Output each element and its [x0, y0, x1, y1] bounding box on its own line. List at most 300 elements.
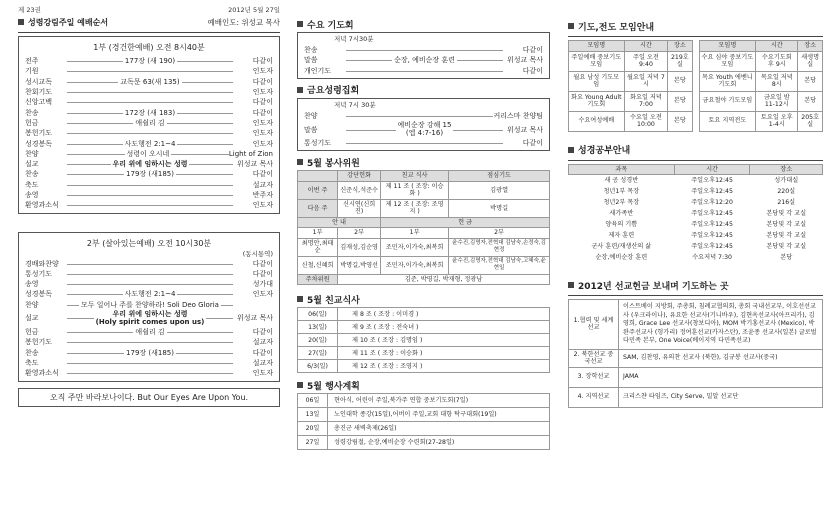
order-row-person: 위성교 목사 [236, 314, 273, 323]
meeting-cell: 금요철야 기도모임 [699, 91, 756, 111]
meeting-row [699, 111, 823, 131]
order-row-label: 성시교독 [25, 77, 53, 86]
meeting-cell: 토요 지역전도 [699, 111, 756, 131]
order-row-detail [67, 139, 233, 149]
order-row-label: 송영 [25, 280, 39, 289]
vol-detail-cell: 윤수진,김명자,전혁대 김남숙,손정숙,김현정 [449, 238, 550, 256]
study-cell: 수요저녁 7:30 [692, 254, 732, 261]
order-row-label: 기원 [25, 67, 39, 76]
order-row-detail-text [396, 121, 454, 137]
vol-detail-cell: 조민자,이가숙,최복희 [381, 256, 449, 274]
divider [18, 32, 280, 33]
order-row [25, 258, 273, 268]
order-row [25, 87, 273, 97]
order-row-detail [67, 149, 229, 159]
order-row-detail-text [94, 310, 207, 326]
order-row [25, 56, 273, 66]
bullet-icon [297, 382, 303, 388]
order-row-detail-main: 177장 (새 190) [124, 57, 176, 66]
order-row-person: 인도자 [252, 369, 273, 378]
order-row-detail-text [124, 170, 176, 178]
meeting-cell: 수요일 오전 10:00 [624, 111, 668, 131]
meeting-cell: 목요 Youth 에벤니 기도회 [699, 71, 756, 91]
order-row-detail-main: 애쉴리 김 [135, 328, 165, 337]
study-title: 성경공부안내 [578, 146, 631, 156]
order-row-person: 설교자 [252, 358, 273, 367]
events-table [297, 393, 550, 450]
study-header-cell: 장소 [750, 164, 823, 175]
service2-rows [25, 258, 273, 378]
meetings-table-right [699, 40, 824, 132]
order-row [25, 310, 273, 327]
order-row-detail-main: 애쉴리 김 [135, 118, 165, 127]
vol-title: 5월 봉사위원 [307, 158, 360, 169]
study-cell: 청년1부 목장 [603, 188, 640, 195]
order-row-label: 헌금 [25, 118, 39, 127]
vol-header-cell [298, 171, 338, 182]
order-row-detail-text [133, 119, 166, 127]
vol-cell: 다음 주 [298, 199, 338, 217]
service2-box [18, 232, 280, 382]
meetings-tables [568, 40, 823, 132]
order-row-detail-text [123, 140, 178, 148]
order-row-detail-text [392, 56, 457, 64]
vol-sub-header-cell: 2부 [449, 228, 550, 239]
study-cell: 216실 [777, 199, 796, 206]
vol-parking-names: 김준, 박영길, 박재형, 정광남 [338, 274, 550, 285]
order-row-detail-main: 교독문 63(새 135) [120, 77, 180, 86]
order-row-label: 찬송 [304, 46, 318, 55]
study-row [569, 186, 823, 197]
fri-box [297, 98, 550, 152]
divider [568, 160, 823, 161]
order-row-detail-text [123, 290, 178, 298]
order-row-detail [67, 310, 233, 327]
study-cell: 본당및 각 교실 [766, 221, 807, 228]
study-cell: 성가대실 [774, 177, 799, 184]
event-date: 27일 [298, 436, 328, 450]
lunch-table [297, 307, 550, 373]
lunch-row [298, 334, 550, 347]
order-row-detail-main: 172장 (새 183) [124, 108, 176, 117]
events-title: 5월 행사계획 [307, 381, 360, 392]
study-cell: 본당및 각 교실 [766, 243, 807, 250]
right-column [568, 18, 823, 408]
lunch-date: 06(일) [298, 308, 338, 321]
order-row-person: 다같이 [522, 66, 543, 75]
vol-heading [297, 154, 550, 170]
lunch-row [298, 308, 550, 321]
meetings-header-cell: 시간 [624, 41, 668, 52]
lunch-team: 제 8 조 ( 조장 : 이미경 ) [338, 308, 550, 321]
fri-heading [297, 82, 550, 98]
meetings-table-left [568, 40, 693, 132]
meeting-cell: 주일예배 중보기도모임 [569, 51, 625, 71]
study-cell: 본당및 각 교실 [766, 232, 807, 239]
order-row-label: 찬송 [25, 348, 39, 357]
divider [568, 295, 823, 296]
order-row-detail [67, 169, 233, 179]
missions-title: 2012년 선교헌금 보내며 기도하는 곳 [578, 281, 729, 292]
study-cell: 주일오후12:45 [691, 210, 733, 217]
order-row [304, 45, 543, 55]
study-cell: 새가족반 [609, 210, 634, 217]
order-row [304, 66, 543, 76]
meeting-row [699, 91, 823, 111]
order-row-detail-main: 우리 위에 임하시는 성령 [112, 160, 188, 169]
order-row-label: 축도 [25, 358, 39, 367]
study-cell: 주일오후12:45 [691, 243, 733, 250]
meeting-row [569, 51, 693, 71]
order-row-detail-text [125, 150, 172, 158]
order-row-person: 성가대 [252, 280, 273, 289]
order-row-person: 인도자 [252, 201, 273, 210]
order-row-person: 커리스마 찬양팀 [493, 112, 543, 121]
order-row-label: 성경봉독 [25, 290, 53, 299]
order-row [25, 358, 273, 368]
lunch-date: 6/3(일) [298, 360, 338, 373]
order-row-label: 봉헌기도 [25, 338, 53, 347]
order-row-detail-sub: (Holy spirit comes upon us) [95, 317, 205, 326]
event-desc: 현아식, 어린이 주일,북가주 연합 중보기도회(7일) [328, 394, 550, 408]
divider [568, 36, 823, 37]
vol-parking-label: 주차위원 [298, 274, 338, 285]
lunch-team: 제 12 조 ( 조장 : 조영지 ) [338, 360, 550, 373]
service2-interpretation: (동시통역) [242, 250, 273, 259]
vol-cell: 김광열 [449, 181, 550, 199]
mission-row [569, 349, 823, 367]
order-row-person: 다같이 [252, 269, 273, 278]
lunch-row [298, 347, 550, 360]
order-row [304, 121, 543, 138]
order-heading [18, 14, 280, 30]
vol-header-cell: 친교 식사 [381, 171, 449, 182]
wed-rows [304, 45, 543, 76]
lunch-row [298, 321, 550, 334]
service1-title: 1부 (경건한예배) 오전 8시40분 [93, 43, 205, 52]
order-row [25, 66, 273, 76]
vol-detail-row [298, 256, 550, 274]
study-row [569, 175, 823, 187]
order-row-detail-main: 179장 (새185) [126, 170, 174, 179]
order-row-label: 성경봉독 [25, 139, 53, 148]
order-row [25, 128, 273, 138]
order-row-person: Light of Zion [228, 149, 273, 158]
meetings-header-row [699, 41, 823, 52]
meeting-row [569, 71, 693, 91]
lunch-team: 제 9 조 ( 조장 : 전숙녀 ) [338, 321, 550, 334]
missions-table [568, 299, 823, 408]
vol-section-ushers: 안 내 [298, 217, 381, 228]
mission-recipients: JAMA [619, 367, 823, 387]
order-row-detail [346, 121, 503, 138]
wed-heading [297, 16, 550, 32]
order-row-detail [67, 56, 233, 66]
order-row [25, 289, 273, 299]
order-row-label: 통성기도 [25, 269, 53, 278]
order-row-person: 다같이 [252, 98, 273, 107]
order-row [25, 169, 273, 179]
order-row [25, 97, 273, 107]
event-row [298, 394, 550, 408]
wed-box [297, 32, 550, 79]
order-row-label: 설교 [25, 314, 39, 323]
meeting-cell: 목요일 저녁 8시 [756, 71, 798, 91]
meeting-cell: 수요여성예배 [569, 111, 625, 131]
order-row [25, 327, 273, 337]
vol-detail-cell: 조민자,이가숙,최복희 [381, 238, 449, 256]
order-row-label: 통성기도 [304, 139, 332, 148]
order-row-detail-text [133, 328, 166, 336]
vol-header-row [298, 171, 550, 182]
order-row-person: 위성교 목사 [506, 125, 543, 134]
vol-detail-row [298, 238, 550, 256]
order-row-detail-text [123, 109, 177, 117]
vol-sub-header-row [298, 228, 550, 239]
order-row [304, 55, 543, 65]
study-header-cell: 과목 [569, 164, 675, 175]
meetings-header-cell: 모임명 [569, 41, 625, 52]
vol-sub-header-cell: 1부 [298, 228, 338, 239]
order-row-detail [67, 327, 233, 337]
vol-header-cell: 강단헌화 [338, 171, 381, 182]
meetings-header-cell: 장소 [798, 41, 823, 52]
order-row-detail-text [123, 57, 177, 65]
bullet-icon [297, 296, 303, 302]
order-row-detail-main: 사도행전 2:1~4 [124, 290, 176, 299]
order-row [25, 269, 273, 279]
fri-rows [304, 111, 543, 149]
order-row-detail-main: 모두 일어나 주를 찬양하라! Soli Deo Gloria [81, 300, 219, 309]
order-row [25, 180, 273, 190]
service1-box [18, 36, 280, 214]
order-row-person: 다같이 [252, 77, 273, 86]
study-header-row [569, 164, 823, 175]
wed-title: 수요 기도회 [307, 20, 354, 31]
vol-detail-cell: 박명길,박영선 [338, 256, 381, 274]
order-row-detail-main: 예비순장 강해 15 [397, 121, 452, 130]
order-row-detail [67, 108, 233, 118]
study-table [568, 164, 823, 264]
meetings-header-cell: 장소 [668, 41, 692, 52]
order-row [25, 77, 273, 87]
meeting-cell: 본당 [798, 71, 823, 91]
mission-recipients: 크리스챤 타임즈, City Serve, 밀알 선교단 [619, 387, 823, 407]
middle-column [297, 16, 550, 450]
order-row-label: 말씀 [304, 56, 318, 65]
order-row-detail [67, 77, 233, 87]
order-row-label: 개인기도 [304, 66, 332, 75]
order-row [25, 279, 273, 289]
meeting-cell: 본당 [668, 71, 692, 91]
mission-recipients: SAM, 김찬영, 유의찬 선교사 (북한), 김규봉 선교사(중국) [619, 349, 823, 367]
meetings-title: 기도,전도 모임안내 [578, 22, 655, 33]
order-leader: 예배인도: 위성교 목사 [207, 17, 280, 27]
order-row [25, 190, 273, 200]
issue-date: 2012년 5월 27일 [228, 6, 280, 14]
meeting-cell: 화요 Young Adult 기도회 [569, 91, 625, 111]
order-row-person: 다같이 [252, 259, 273, 268]
order-row-label: 찬양 [25, 300, 39, 309]
vol-detail-cell: 윤수진,김명자,전혁대 김남숙,고혜숙,윤현일 [449, 256, 550, 274]
order-row [25, 368, 273, 378]
service2-title: 2부 (살아있는예배) 오전 10시30분 [86, 239, 212, 249]
vol-cell: 신시연(신희진) [338, 199, 381, 217]
meeting-cell: 금요일 밤 11-12시 [756, 91, 798, 111]
study-cell: 청년2부 목장 [603, 199, 640, 206]
study-header-cell: 시간 [674, 164, 750, 175]
order-row-label: 신앙고백 [25, 98, 53, 107]
meeting-cell: 월요일 저녁 7시 [624, 71, 668, 91]
event-desc: 노인대학 종강(15일),어버이 주일,교회 대항 탁구대회(19일) [328, 408, 550, 422]
order-row-person: 다같이 [252, 348, 273, 357]
fri-title: 금요성령집회 [307, 86, 360, 97]
order-row-person: 인도자 [252, 67, 273, 76]
order-row-person: 설교자 [252, 338, 273, 347]
study-cell: 본당 [780, 254, 793, 261]
order-row-detail [67, 159, 233, 169]
order-row-detail-main: 사도행전 2:1~4 [124, 139, 176, 148]
meeting-cell: 주일 오전 9:40 [624, 51, 668, 71]
meeting-cell: 219호실 [668, 51, 692, 71]
order-row-person: 인도자 [252, 290, 273, 299]
study-row [569, 252, 823, 263]
mission-category: 4. 지역선교 [569, 387, 619, 407]
meetings-heading [568, 18, 823, 34]
meeting-cell: 205호실 [798, 111, 823, 131]
lunch-title: 5월 친교식사 [307, 295, 360, 306]
order-row-label: 환영과소식 [25, 369, 59, 378]
vol-parking-row [298, 274, 550, 285]
order-row-detail-text [118, 78, 181, 86]
study-heading [568, 142, 823, 158]
meetings-header-row [569, 41, 693, 52]
order-row-label: 경배와찬양 [25, 259, 59, 268]
bullet-icon [568, 147, 574, 153]
event-date: 13일 [298, 408, 328, 422]
study-cell: 220실 [777, 188, 796, 195]
lunch-team: 제 11 조 ( 조장 : 이승화 ) [338, 347, 550, 360]
vol-header-cell: 점심기도 [449, 171, 550, 182]
issue-number: 제 23권 [18, 6, 41, 14]
order-row-detail-main: 성령이 오시네 [126, 149, 170, 158]
order-row-detail-sub: (엡 4:7-16) [405, 129, 444, 138]
order-row [25, 337, 273, 347]
study-cell: 양육의 기쁨 [605, 221, 638, 228]
order-row [25, 159, 273, 169]
order-row-detail-text [111, 160, 190, 168]
mission-row [569, 367, 823, 387]
study-cell: 순장,예비순장 훈련 [595, 254, 648, 261]
order-row [25, 138, 273, 148]
meetings-header-cell: 시간 [756, 41, 798, 52]
vol-cell: 제 11 조 ( 조장: 이승화 ) [381, 181, 449, 199]
order-row-label: 찬회기도 [25, 88, 53, 97]
order-row-label: 설교 [25, 160, 39, 169]
order-row-label: 환영과소식 [25, 201, 59, 210]
study-row [569, 197, 823, 208]
order-row-person: 다같이 [252, 108, 273, 117]
vol-detail-cell: 최명안,최태순 [298, 238, 338, 256]
order-row-person: 설교자 [252, 180, 273, 189]
order-row-label: 전주 [25, 57, 39, 66]
order-row-detail-main: 우리 위에 임하시는 성령 [112, 309, 188, 318]
meeting-row [569, 91, 693, 111]
vol-row [298, 181, 550, 199]
vol-sub-header-cell: 2부 [338, 228, 381, 239]
order-row-label: 헌금 [25, 328, 39, 337]
order-row-label: 찬양 [25, 149, 39, 158]
order-row-detail [346, 55, 503, 65]
vol-section-offering: 헌 금 [381, 217, 550, 228]
order-row-label: 송영 [25, 191, 39, 199]
service1-rows [25, 56, 273, 210]
study-row [569, 208, 823, 219]
event-date: 20일 [298, 422, 328, 436]
vol-cell: 박명길 [449, 199, 550, 217]
meetings-header-cell: 모임명 [699, 41, 756, 52]
study-cell: 주일오후12:45 [691, 221, 733, 228]
order-row-person: 다같이 [522, 46, 543, 55]
order-row [25, 107, 273, 117]
mission-row [569, 300, 823, 350]
vol-cell: 이번 주 [298, 181, 338, 199]
event-desc: 총진군 새벽축제(26일) [328, 422, 550, 436]
meeting-row [699, 71, 823, 91]
study-row [569, 241, 823, 252]
study-cell: 새 공 성경반 [604, 177, 639, 184]
order-row [25, 200, 273, 210]
order-row-detail [67, 289, 233, 299]
mission-recipients: 이스트베이 지방회, 주총회, 침례교협의회, 총회 국내선교부, 이호선선교사 (우크라이나), 유요한 선교사(기니바우), 김현옥선교사(아프리카), 김영희, Grace Lee 선교사(창보디아), MOM 박기홍선교사 (Mexico), 박완주선교사 (헝가리) 정여훈선교(카자스탄), 조윤종 선교사(일본) 글로벌 다민족 본부, One Voice(베이지역 다민족선교) [619, 300, 823, 350]
meeting-cell: 본당 [668, 111, 692, 131]
order-row-person: 인도자 [252, 118, 273, 127]
vol-detail-cell: 신철,신혜희 [298, 256, 338, 274]
study-cell: 본당및 각 교실 [766, 210, 807, 217]
motto-banner: 오직 주만 바라보나이다. But Our Eyes Are Upon You. [18, 388, 280, 407]
lunch-heading [297, 291, 550, 307]
bullet-icon [297, 87, 303, 93]
study-cell: 주일오후12:45 [691, 188, 733, 195]
study-cell: 제자 훈련 [608, 232, 635, 239]
volunteer-table [297, 170, 550, 285]
order-row-label: 축도 [25, 180, 39, 189]
order-row-person: 인도자 [252, 129, 273, 138]
mission-category: 3. 장학선교 [569, 367, 619, 387]
lunch-date: 27(일) [298, 347, 338, 360]
study-row [569, 219, 823, 230]
meeting-cell: 새생명실 [798, 51, 823, 71]
meeting-cell: 화요일 저녁7:00 [624, 91, 668, 111]
meeting-cell: 토요일 오후 1-4시 [756, 111, 798, 131]
order-column [18, 0, 280, 407]
order-row-detail [67, 118, 233, 128]
mission-row [569, 387, 823, 407]
order-row-person: 위성교 목사 [506, 56, 543, 65]
meeting-cell: 수요 심야 중보기도모임 [699, 51, 756, 71]
issue-header [18, 0, 280, 14]
order-row [25, 348, 273, 358]
order-row-detail-text [124, 349, 176, 357]
event-date: 06일 [298, 394, 328, 408]
vol-section-row [298, 217, 550, 228]
event-row [298, 436, 550, 450]
order-row [25, 300, 273, 310]
order-row-detail-text [79, 301, 221, 309]
order-title: 성령강림주일 예배순서 [28, 17, 109, 27]
bullet-icon [18, 19, 24, 25]
order-row-detail [67, 300, 233, 310]
